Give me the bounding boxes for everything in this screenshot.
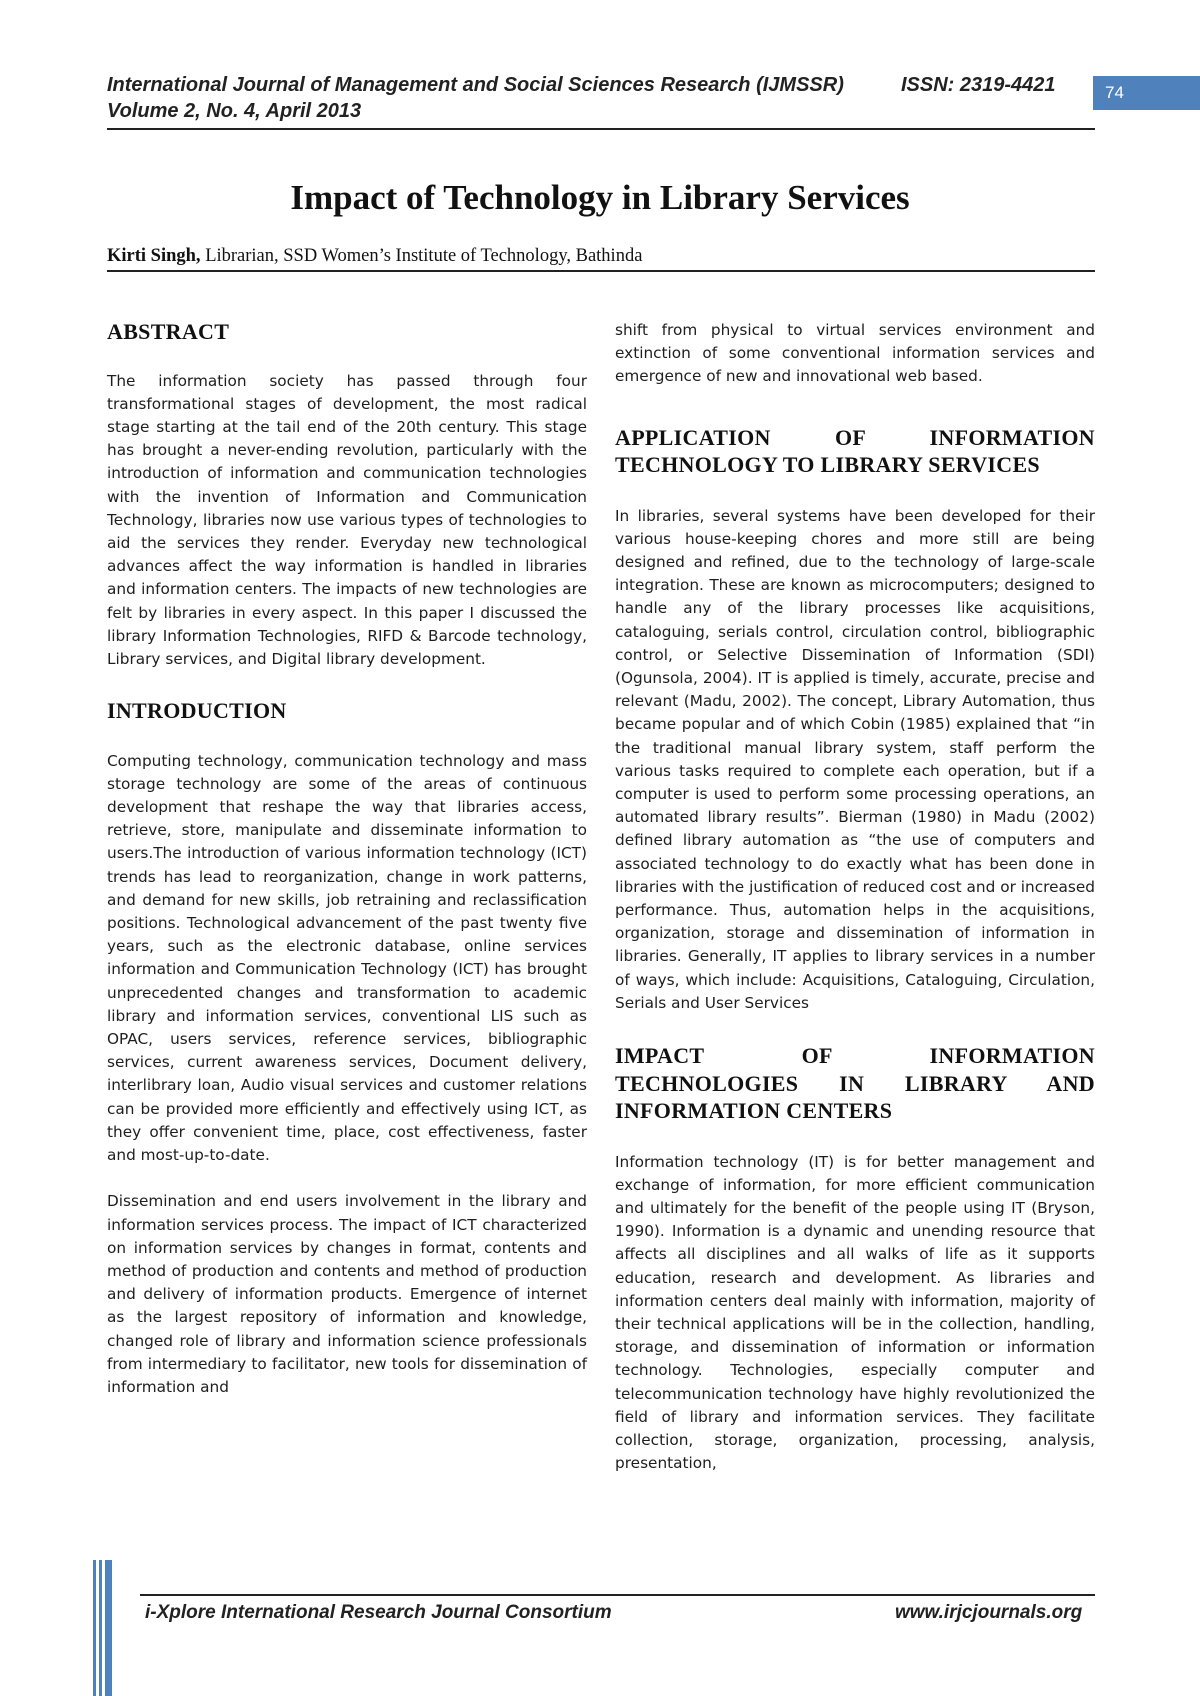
application-text: In libraries, several systems have been developed for their various house-keeping chores and more still are being designed and refined, due to the technology of large-scale integration. These are known as microcomputers; designed to handle any of the library processes like acquisitions, cataloguing, serials control, circulation control, bibliographic control, or Selective Dissemination of Information (SDI) (Ogunsola, 2004). IT is applied is timely, accurate, precise and relevant (Madu, 2002). The concept, Library Automation, thus became popular and of which Cobin (1985) explained that “in the traditional manual library system, staff perform the various tasks required to complete each operation, but if a computer is used to perform some processing operations, an automated library results”. Bierman (1980) in Madu (2002) defined library automation as “the use of computers and associated technology to do exactly what has been done in libraries with the justification of reduced cost and or increased performance. Thus, automation helps in the acquisitions, organization, storage and dissemination of information in libraries. Generally, IT applies to library services in a number of ways, which include: Acquisitions, Cataloguing, Circulation, Serials and User Services: [615, 506, 1095, 1012]
journal-issn: ISSN: 2319-4421: [901, 74, 1056, 96]
footer-consortium: i-Xplore International Research Journal Consortium: [145, 1602, 612, 1623]
title-divider: [107, 270, 1095, 272]
journal-name: International Journal of Management and Social Sciences Research (IJMSSR): [107, 74, 844, 96]
abstract-heading: ABSTRACT: [107, 319, 230, 344]
impact-heading: IMPACT OF INFORMATION TECHNOLOGIES IN LIBRARY AND INFORMATION CENTERS: [615, 1043, 1095, 1124]
application-heading: APPLICATION OF INFORMATION TECHNOLOGY TO LIBRARY SERVICES: [615, 424, 1095, 478]
author-name: Kirti Singh,: [107, 246, 201, 266]
author-line: [107, 246, 642, 267]
author-affiliation: Librarian, SSD Women’s Institute of Technology, Bathinda: [200, 246, 643, 266]
left-column: [107, 318, 587, 1399]
abstract-text: The information society has passed through four transformational stages of development, the most radical stage starting at the tail end of the 20th century. This stage has brought a never-ending revolution, particularly with the introduction of information and communication technologies with the invention of Information and Communication Technology, libraries now use various types of technologies to aid the services they render. Everyday new technological advances affect the way information is handled in libraries and information centers. The impacts of new technologies are felt by libraries in every aspect. In this paper I discussed the library Information Technologies, RIFD & Barcode technology, Library services, and Digital library development.: [107, 371, 587, 668]
introduction-paragraph-2-continued: shift from physical to virtual services environment and extinction of some conventional information services and emergence of new and innovational web based.: [615, 321, 1095, 386]
article-title: Impact of Technology in Library Services: [290, 178, 910, 217]
footer-website-link[interactable]: www.irjcjournals.org: [895, 1602, 1083, 1623]
footer-divider: [140, 1594, 1095, 1596]
introduction-paragraph-2: Dissemination and end users involvement in the library and information services process. The impact of ICT characterized on information services by changes in format, contents and method of production and contents and method of production and delivery of information products. Emergence of internet as the largest repository of information and knowledge, changed role of library and information science professionals from intermediary to facilitator, new tools for dissemination of information and: [107, 1192, 587, 1396]
impact-text: Information technology (IT) is for better management and exchange of information, for more efficient communication and ultimately for the benefit of the people using IT (Bryson, 1990). Information is a dynamic and unending resource that affects all disciplines and all walks of life as it supports education, research and development. As libraries and information centers deal mainly with information, majority of their technical applications will be in the collection, handling, storage, and dissemination of information or information technology. Technologies, especially computer and telecommunication technology have highly revolutionized the field of library and information services. They facilitate collection, storage, organization, processing, analysis, presentation,: [615, 1152, 1095, 1473]
header-divider: [107, 128, 1095, 130]
footer-accent-bars: [93, 1560, 113, 1696]
right-column: [615, 319, 1095, 1475]
page-number-badge: 74: [1093, 76, 1200, 110]
journal-volume: Volume 2, No. 4, April 2013: [107, 100, 362, 122]
introduction-heading: INTRODUCTION: [107, 698, 287, 724]
introduction-paragraph-1: Computing technology, communication technology and mass storage technology are some of the areas of continuous development that reshape the way that libraries access, retrieve, store, manipulate and disseminate information to users.The introduction of various information technology (ICT) trends has lead to reorganization, change in work patterns, and demand for new skills, job retraining and reclassification positions. Technological advancement of the past twenty five years, such as the electronic database, online services information and Communication Technology (ICT) has brought unprecedented changes and transformation to academic library and information services, conventional LIS such as OPAC, users services, reference services, bibliographic services, current awareness services, Document delivery, interlibrary loan, Audio visual services and customer relations can be provided more efficiently and effectively using ICT, as they offer convenient time, place, cost effectiveness, faster and most-up-to-date.: [107, 751, 587, 1165]
